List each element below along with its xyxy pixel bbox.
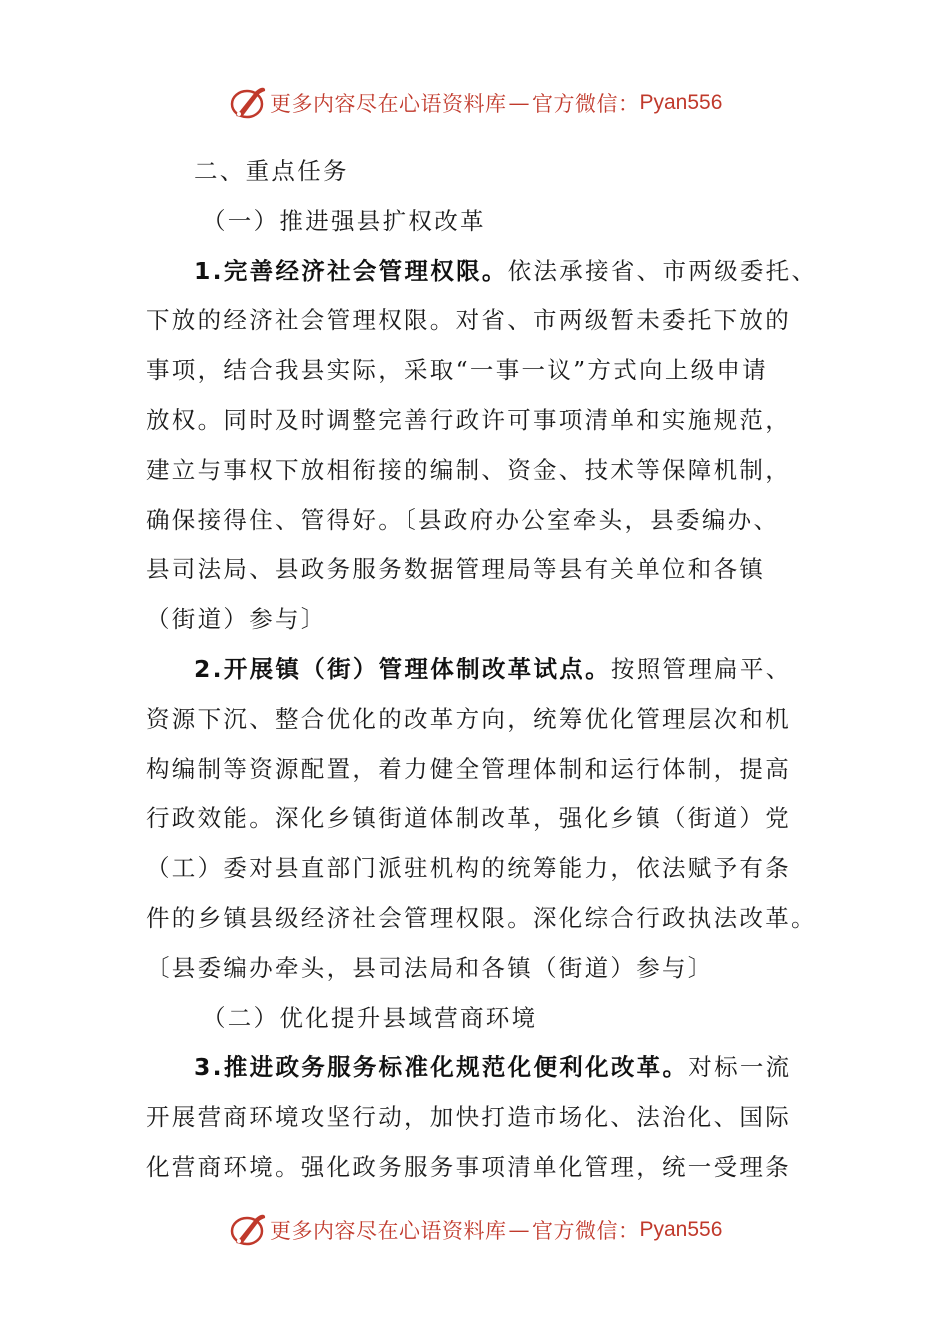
section-heading: 二、重点任务 <box>194 157 349 185</box>
item3-title: 3.推进政务服务标准化规范化便利化改革。 <box>194 1053 689 1082</box>
quill-logo-icon <box>228 83 268 123</box>
item3-line-1: 开展营商环境攻坚行动，加快打造市场化、法治化、国际 <box>146 1103 791 1132</box>
item2-line-4: （工）委对县直部门派驻机构的统筹能力，依法赋予有条 <box>146 854 791 883</box>
item3-line-2: 化营商环境。强化政务服务事项清单化管理，统一受理条 <box>146 1152 791 1181</box>
item1-line-3: 放权。同时及时调整完善行政许可事项清单和实施规范， <box>146 405 791 434</box>
header-watermark <box>228 83 728 123</box>
item1-line-6: 县司法局、县政务服务数据管理局等县有关单位和各镇 <box>146 555 766 584</box>
item2-line-1: 资源下沉、整合优化的改革方向，统筹优化管理层次和机 <box>146 704 791 733</box>
watermark-text: 更多内容尽在心语资料库 <box>270 92 507 116</box>
item2-title: 2.开展镇（街）管理体制改革试点。 <box>194 654 611 683</box>
subsection-heading-2: （二）优化提升县域营商环境 <box>202 1003 538 1032</box>
watermark-wechat-id: Pyan556 <box>639 1218 723 1241</box>
item1-line-4: 建立与事权下放相衔接的编制、资金、技术等保障机制， <box>146 455 791 484</box>
item2-line-6: 〔县委编办牵头，县司法局和各镇（街道）参与〕 <box>146 953 714 982</box>
watermark-wechat-id: Pyan556 <box>639 91 723 114</box>
item1-line-2: 事项，结合我县实际，采取“一事一议”方式向上级申请 <box>146 356 769 385</box>
item2-line-3: 行政效能。深化乡镇街道体制改革，强化乡镇（街道）党 <box>146 804 791 833</box>
item1-line-0: 依法承接省、市两级委托、 <box>507 256 818 285</box>
watermark-separator: — <box>508 91 530 115</box>
quill-logo-icon <box>228 1210 268 1250</box>
item3-first-line <box>146 1043 806 1093</box>
footer-watermark <box>228 1210 728 1250</box>
watermark-separator: — <box>508 1218 530 1242</box>
item1-line-7: （街道）参与〕 <box>146 605 327 634</box>
document-body <box>146 147 818 1193</box>
item1-line-5: 确保接得住、管得好。〔县政府办公室牵头，县委编办、 <box>146 505 780 534</box>
item2-first-line <box>146 645 806 695</box>
watermark-text: 更多内容尽在心语资料库 <box>270 1219 507 1243</box>
item1-title: 1.完善经济社会管理权限。 <box>194 256 508 285</box>
subsection-heading-1: （一）推进强县扩权改革 <box>202 206 486 235</box>
item2-line-5: 件的乡镇县级经济社会管理权限。深化综合行政执法改革。 <box>146 903 817 932</box>
item2-line-2: 构编制等资源配置，着力健全管理体制和运行体制，提高 <box>146 754 791 783</box>
watermark-wechat-label: 官方微信： <box>532 92 640 116</box>
item3-line-0: 对标一流 <box>688 1053 792 1082</box>
watermark-wechat-label: 官方微信： <box>532 1219 640 1243</box>
item1-first-line <box>146 247 818 297</box>
item2-line-0: 按照管理扁平、 <box>610 654 792 683</box>
item1-line-1: 下放的经济社会管理权限。对省、市两级暂未委托下放的 <box>146 306 791 335</box>
